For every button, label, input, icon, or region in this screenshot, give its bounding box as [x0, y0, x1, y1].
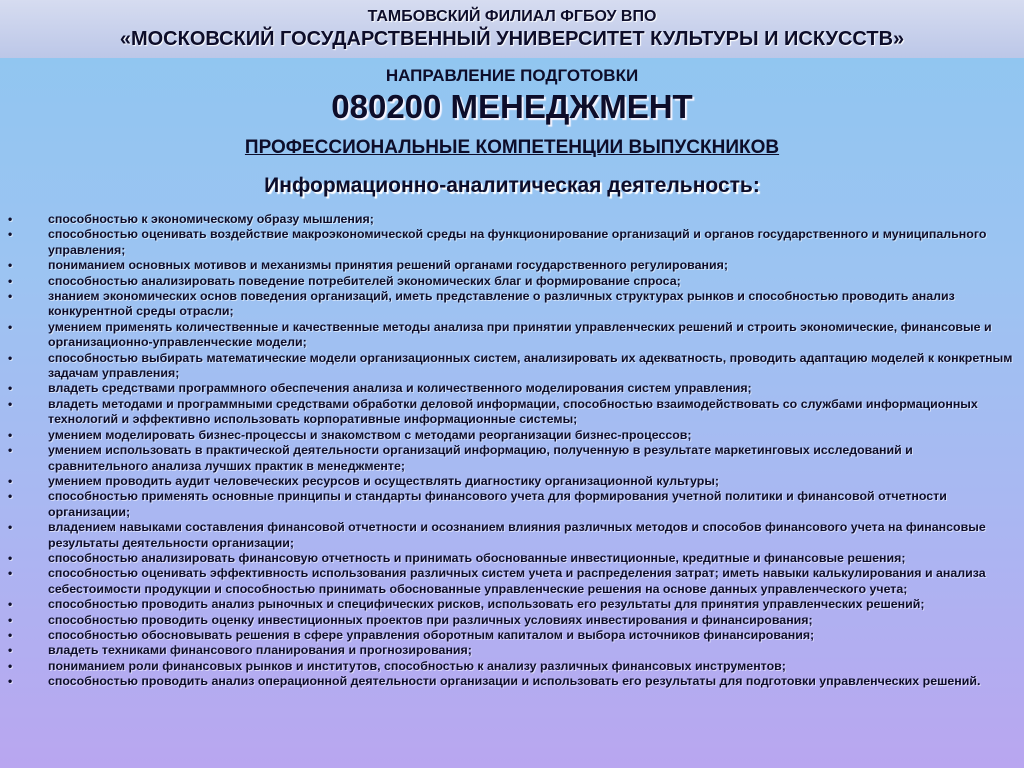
competency-list	[8, 212, 1014, 690]
bullet-icon: •	[8, 227, 13, 242]
bullet-icon: •	[8, 396, 13, 411]
list-item-text: владеть техниками финансового планирования и прогнозирования;	[48, 643, 472, 658]
bullet-icon: •	[8, 566, 13, 581]
list-item	[8, 489, 1014, 520]
list-item	[8, 674, 1014, 689]
list-item-text: способностью обосновывать решения в сфере управления оборотным капиталом и выбора источников финансирования;	[48, 627, 815, 642]
list-item	[8, 351, 1014, 382]
list-item-text: пониманием основных мотивов и механизмы принятия решений органами государственного регулирования;	[48, 258, 728, 273]
list-item	[8, 258, 1014, 273]
bullet-icon: •	[8, 443, 13, 458]
list-item	[8, 643, 1014, 658]
list-item-text: умением моделировать бизнес-процессы и знакомством с методами реорганизации бизнес-процессов;	[48, 427, 692, 442]
list-item-text: владеть средствами программного обеспечения анализа и количественного моделирования систем управления;	[48, 381, 752, 396]
list-item-text: знанием экономических основ поведения организаций, иметь представление о различных структурах рынков и способностью проводить анализ конкурентной среды отрасли;	[48, 289, 955, 319]
list-item-text: способностью оценивать эффективность использования различных систем учета и распределения затрат; иметь навыки калькулирования и анализа себестоимости продукции и способностью принимать обоснованные управленческие решения на основе данных управленческого учета;	[48, 566, 986, 596]
bullet-icon: •	[8, 319, 13, 334]
direction-label: НАПРАВЛЕНИЕ ПОДГОТОВКИ	[385, 66, 639, 85]
institution-name: ТАМБОВСКИЙ ФИЛИАЛ ФГБОУ ВПО	[367, 8, 657, 25]
bullet-icon: •	[8, 597, 13, 612]
list-item	[8, 628, 1014, 643]
list-item-text: способностью анализировать поведение потребителей экономических благ и формирование спроса;	[48, 273, 681, 288]
list-item	[8, 474, 1014, 489]
bullet-icon: •	[8, 674, 13, 689]
bullet-icon: •	[8, 273, 13, 288]
list-item	[8, 443, 1014, 474]
header-banner	[0, 0, 1024, 58]
bullet-icon: •	[8, 212, 13, 226]
list-item	[8, 566, 1014, 597]
list-item	[8, 397, 1014, 428]
list-item	[8, 520, 1014, 551]
bullet-icon: •	[8, 427, 13, 442]
bullet-icon: •	[8, 643, 13, 658]
list-item	[8, 659, 1014, 674]
list-item-text: пониманием роли финансовых рынков и институтов, способностью к анализу различных финансовых инструментов;	[48, 658, 786, 673]
bullet-icon: •	[8, 289, 13, 304]
list-item-text: умением применять количественные и качественные методы анализа при принятии управленческих решений и строить экономические, финансовые и организационно-управленческие модели;	[48, 319, 992, 350]
list-item	[8, 597, 1014, 612]
list-item	[8, 551, 1014, 566]
list-item	[8, 227, 1014, 258]
list-item	[8, 381, 1014, 396]
list-item	[8, 289, 1014, 320]
list-item-text: способностью к экономическому образу мышления;	[48, 212, 374, 226]
list-item	[8, 212, 1014, 227]
list-item-text: способностью оценивать воздействие макроэкономической среды на функционирование организаций и органов государственного и муниципального управления;	[48, 227, 987, 257]
list-item-text: умением проводить аудит человеческих ресурсов и осуществлять диагностику организационной культуры;	[48, 473, 720, 488]
list-item-text: способностью выбирать математические модели организационных систем, анализировать их адекватность, проводить адаптацию моделей к конкретным задачам управления;	[48, 350, 1013, 381]
bullet-icon: •	[8, 658, 13, 673]
bullet-icon: •	[8, 258, 13, 273]
list-item	[8, 428, 1014, 443]
bullet-icon: •	[8, 612, 13, 627]
list-item-text: владением навыками составления финансовой отчетности и осознанием влияния различных методов и способов финансового учета на финансовые результаты деятельности организации;	[48, 520, 986, 550]
bullet-icon: •	[8, 489, 13, 504]
list-item	[8, 320, 1014, 351]
bullet-icon: •	[8, 520, 13, 535]
bullet-icon: •	[8, 381, 13, 396]
program-title: 080200 МЕНЕДЖМЕНТ	[331, 88, 693, 125]
bullet-icon: •	[8, 550, 13, 565]
bullet-icon: •	[8, 627, 13, 642]
bullet-icon: •	[8, 350, 13, 365]
university-name: «МОСКОВСКИЙ ГОСУДАРСТВЕННЫЙ УНИВЕРСИТЕТ КУЛЬТУРЫ И ИСКУССТВ»	[119, 28, 905, 50]
list-item-text: способностью проводить анализ рыночных и специфических рисков, использовать его результаты для принятия управленческих решений;	[48, 597, 925, 612]
competencies-title: ПРОФЕССИОНАЛЬНЫЕ КОМПЕТЕНЦИИ ВЫПУСКНИКОВ	[244, 137, 780, 158]
list-item-text: способностью анализировать финансовую отчетность и принимать обоснованные инвестиционные, кредитные и финансовые решения;	[48, 550, 906, 565]
section-title: Информационно-аналитическая деятельность:	[264, 174, 760, 197]
list-item-text: способностью применять основные принципы и стандарты финансового учета для формирования учетной политики и финансовой отчетности организации;	[48, 489, 947, 519]
bullet-icon: •	[8, 473, 13, 488]
list-item-text: владеть методами и программными средствами обработки деловой информации, способностью взаимодействовать со службами информационных технологий и эффективно использовать корпоративные информационные системы;	[48, 396, 978, 427]
list-item-text: умением использовать в практической деятельности организаций информацию, полученную в результате маркетинговых исследований и сравнительного анализа лучших практик в менеджменте;	[48, 443, 913, 473]
list-item-text: способностью проводить анализ операционной деятельности организации и использовать его результаты для подготовки управленческих решений.	[48, 674, 981, 689]
list-item-text: способностью проводить оценку инвестиционных проектов при различных условиях инвестирования и финансирования;	[48, 612, 813, 627]
list-item	[8, 613, 1014, 628]
list-item	[8, 274, 1014, 289]
